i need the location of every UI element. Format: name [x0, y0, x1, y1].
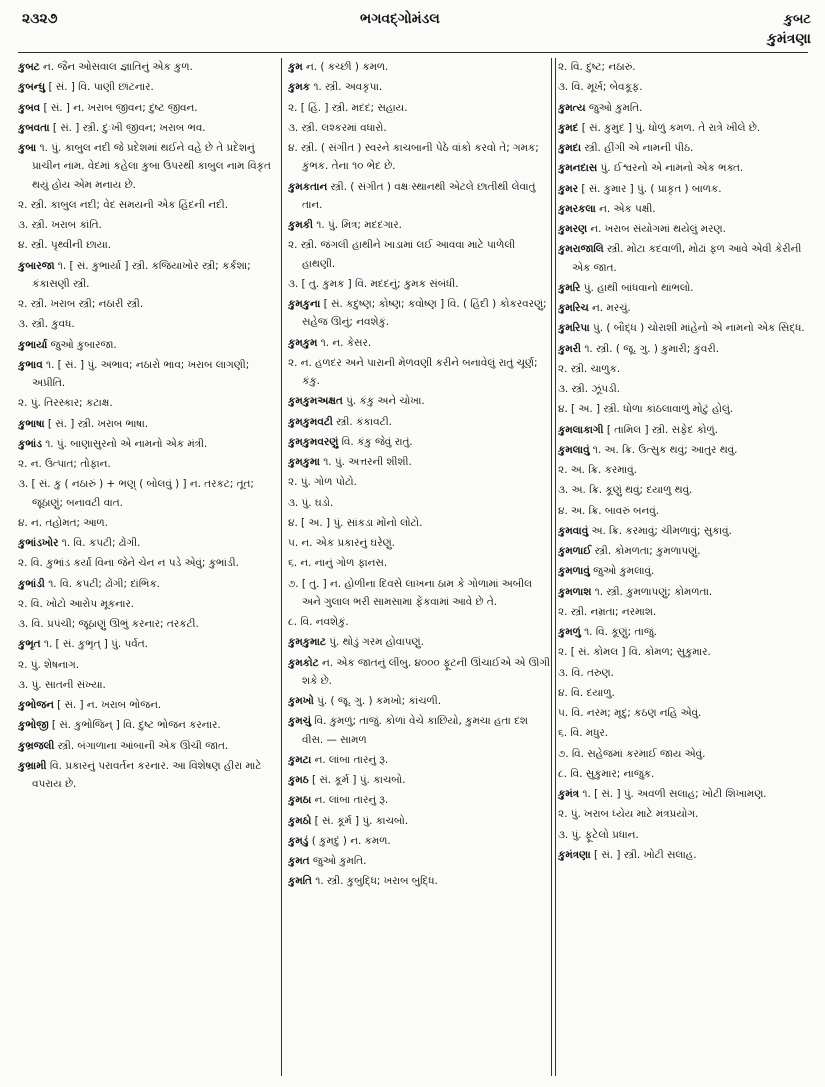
dictionary-sense — [288, 139, 550, 176]
dictionary-entry — [558, 119, 810, 137]
definition-text: પું. ઈશ્વરનો એ નામનો એક ભક્ત. — [600, 162, 744, 175]
definition-text: સ્ત્રી. કંકાવટી. — [336, 415, 392, 428]
definition-text: ૧. સ્ત્રી. ( જૂ. ગુ. ) કુમારી; કુંવરી. — [584, 342, 719, 355]
definition-text: ૪. [ અ. ] સ્ત્રી. ધોળા કાંઠલાવાળું મોટું હોલું. — [558, 403, 734, 416]
dictionary-entry — [18, 757, 280, 794]
dictionary-sense — [288, 514, 550, 532]
headword: કુભાર્યા — [18, 338, 48, 351]
dictionary-sense — [558, 765, 810, 783]
dictionary-entry — [558, 340, 810, 358]
dictionary-sense — [558, 380, 810, 398]
headword: કુમખો — [288, 695, 314, 707]
definition-text: ૧. સ્ત્રી. કુમળાપણું; કોમળતા. — [594, 585, 713, 598]
headword: કુભ્રામી — [18, 759, 47, 772]
definition-text: સ્ત્રી. હીંગી એ નામની પીઠ. — [584, 142, 694, 154]
definition-text: ૨. અ. ક્રિ. કરમાવું. — [558, 464, 637, 476]
headword: કુમરિચ — [558, 302, 589, 314]
dictionary-entry — [288, 771, 550, 789]
dictionary-sense — [558, 805, 810, 823]
dictionary-entry — [558, 785, 810, 803]
definition-text: ૧. પું. અત્તરની શીશી. — [323, 456, 412, 468]
dictionary-entry — [288, 433, 550, 451]
definition-text: ૩. અ. ક્રિ. કૂણું થવું; દયાળુ થવું. — [558, 484, 693, 497]
definition-text: ન. મરચું. — [592, 302, 631, 314]
dictionary-entry — [558, 562, 810, 580]
headword: કુમરણ — [558, 223, 588, 235]
headword: કુમકુમવરણું — [288, 435, 339, 448]
column-2 — [288, 58, 550, 1073]
definition-text: પું. હાથી બાંધવાનો થાંભલો. — [583, 281, 694, 294]
dictionary-entry — [18, 635, 280, 653]
definition-text: [ તામિલ ] સ્ત્રી. સફેદ કોળું. — [606, 423, 718, 436]
dictionary-sense — [18, 295, 280, 313]
headword: કુમળાશ — [558, 585, 592, 598]
dictionary-sense — [558, 684, 810, 702]
definition-text: ૩. સ્ત્રી. ઝૂંપડી. — [558, 383, 620, 395]
dictionary-entry — [288, 751, 550, 769]
dictionary-sense — [18, 554, 280, 572]
headword: કુમત્ય — [558, 101, 586, 114]
definition-text: ન. લાંબા તારનું રૂ. — [314, 753, 389, 766]
dictionary-sense — [558, 360, 810, 378]
dictionary-entry — [558, 542, 810, 560]
definition-text: ૨. વિ. ખોટો આરોપ મૂકનાર. — [18, 597, 135, 610]
definition-text: ન. ( કચ્છી ) કમળ. — [305, 61, 389, 73]
headword: કુમતિ — [288, 875, 312, 888]
definition-text: ૩. પું. સાતની સંખ્યા. — [18, 678, 106, 691]
definition-text: [ સં. કુમાર ] પું. ( પ્રાકૃત ) બાળક. — [581, 182, 722, 195]
definition-text: ૨. સ્ત્રી. કાબુલ નદી; વેદ સમયની એક હિંદની નદી. — [18, 198, 229, 211]
headword: કુબવતા — [18, 121, 50, 134]
page-header — [0, 0, 825, 58]
headword: કુમળું — [558, 626, 581, 638]
headword: કુમલાકાગી — [558, 423, 604, 436]
dictionary-entry — [288, 216, 550, 234]
definition-text: ૫. વિ. નરમ; મૃદુ; કઠણ નહિ એવું. — [558, 707, 702, 719]
dictionary-sense — [18, 676, 280, 694]
definition-text: [ સં. ] સ્ત્રી. ખોટી સલાહ. — [593, 848, 697, 861]
definition-text: ૩. પું. ઘડો. — [288, 496, 334, 509]
definition-text: વિ. કુમળું; તાજું. કોળાં વેચે કાછિયો, કુમચા હતા દશ વીસ. — સામળ — [302, 715, 528, 746]
headword: કુમકોટ — [288, 656, 319, 669]
dictionary-entry — [18, 356, 280, 393]
definition-text: ૮. વિ. સુકુમાર; નાજુક. — [558, 767, 655, 780]
definition-text: ૧. અ. ક્રિ. ઉત્સુક થવું; આતુર થવું. — [592, 443, 738, 456]
dictionary-sense — [558, 400, 810, 418]
dictionary-entry — [18, 435, 280, 453]
definition-text: સ્ત્રી. બંગાળાના આંબાની એક ઊંચી જાત. — [57, 739, 229, 752]
definition-text: ૧. સ્ત્રી. અવકૃપા. — [313, 81, 383, 94]
definition-text: અ. ક્રિ. કરમાવું; ચીમળાવું; સુકાવું. — [591, 524, 732, 537]
definition-text: ૨. પું. શેષનાગ. — [18, 658, 80, 671]
headword: કુભાંડખોર — [18, 537, 59, 549]
definition-text: વિ. પ્રકારનું પરાવર્તન કરનાર. આ વિશેષણ હીરા માટે વપરાય છે. — [32, 759, 262, 790]
definition-text: [ સં. ] ન. ખરાબ જીવન; દુષ્ટ જીવન. — [43, 101, 198, 114]
definition-text: ન. જૈન ઓસવાલ જ્ઞાતિનું એક કુળ. — [43, 61, 193, 73]
dictionary-sense — [558, 502, 810, 520]
definition-text: ૧. [ સં. ] પું. અભાવ; નઠારો ભાવ; ખરાબ લાગણી; અપ્રીતિ. — [32, 358, 250, 389]
definition-text: ૮. વિ. નવશેકું. — [288, 616, 349, 628]
definition-text: પું. ( જૂ. ગુ. ) કમખો; કાંચળી. — [317, 695, 442, 707]
dictionary-sense — [558, 724, 810, 742]
dictionary-sense — [18, 656, 280, 674]
dictionary-entry — [18, 99, 280, 117]
definition-text: ૩. [ તુ. કુમક ] વિ. મદદનું; કુમક સંબંધી. — [288, 277, 459, 290]
dictionary-entry — [18, 575, 280, 593]
dictionary-sense — [288, 275, 550, 293]
dictionary-entry — [558, 159, 810, 177]
definition-text: ૩. સ્ત્રી. ખરાબ કાંતિ. — [18, 219, 102, 231]
dictionary-entry — [558, 240, 810, 277]
definition-text: જુઓ કુમતિ. — [588, 101, 643, 114]
dictionary-entry — [18, 257, 280, 294]
definition-text: ૧. પું. મિત્ર; મદદગાર. — [316, 219, 402, 231]
definition-text: ૭. [ તુ. ] ન. હોળીના દિવસે લાખના ઠામ કે ગોળામાં અબીલ અને ગુલાલ ભરી સામસામા ફેંકવામાં આવે છે તે. — [288, 577, 532, 608]
definition-text: ૪. ન. તહોમત; આળ. — [18, 516, 108, 529]
dictionary-entry — [288, 852, 550, 870]
definition-text: ૫. ન. એક પ્રકારનું ઘરેણું. — [288, 537, 395, 549]
headword: કુભૃત — [18, 638, 41, 651]
dictionary-sense — [288, 534, 550, 552]
dictionary-entry — [558, 441, 810, 459]
guide-word-bottom: કુમંત્રણા — [766, 31, 811, 47]
definition-text: ૧. વિ. કપટી; ઢોંગી. — [61, 537, 141, 549]
headword: કુમડું — [288, 834, 309, 847]
dictionary-sense — [558, 664, 810, 682]
headword: કુમ — [288, 61, 303, 73]
headword: કુમકી — [288, 219, 313, 231]
dictionary-sense — [18, 475, 280, 512]
headword: કુભાષા — [18, 417, 45, 430]
column-3 — [558, 58, 810, 1073]
definition-text: ૨. સ્ત્રી. જંગલી હાથીને ખાડામાં લઈ આવવા માટે પાળેલી હાથણી. — [288, 239, 516, 270]
definition-text: ૭. વિ. સહેજમાં કરમાઈ જાય એવું. — [558, 747, 706, 760]
headword: કુમઠા — [288, 794, 312, 807]
dictionary-columns — [18, 58, 810, 1078]
dictionary-entry — [288, 692, 550, 710]
definition-text: [ સં. ] સ્ત્રી. ખરાબ ભાષા. — [47, 417, 149, 430]
definition-text: ન. લાંબા તારનું રૂ. — [314, 794, 389, 807]
definition-text: [ સં. કૂર્મ ] પું. કાચબો. — [312, 774, 406, 786]
headword: કુમકતાન — [288, 180, 328, 193]
dictionary-sense — [288, 494, 550, 512]
dictionary-entry — [558, 583, 810, 601]
headword: કુમનદાસ — [558, 162, 598, 175]
definition-text: સ્ત્રી. ( સંગીત ) વક્ષઃસ્થાનથી એટલે છાતીથી લેવાતું તાન. — [302, 180, 536, 211]
dictionary-entry — [18, 58, 280, 76]
dictionary-sense — [288, 119, 550, 137]
definition-text: ૪. અ. ક્રિ. બાવરું બનવું. — [558, 504, 660, 517]
dictionary-entry — [288, 453, 550, 471]
dictionary-sense — [18, 455, 280, 473]
dictionary-sense — [288, 554, 550, 572]
dictionary-sense — [288, 236, 550, 273]
definition-text: ૨. સ્ત્રી. ખરાબ સ્ત્રી; નઠારી સ્ત્રી. — [18, 298, 144, 310]
definition-text: ૨. પું. ગોળ પોટો. — [288, 476, 357, 489]
dictionary-entry — [558, 623, 810, 641]
headword: કુમરિપા — [558, 322, 590, 335]
definition-text: ૩. સ્ત્રી. કુવધ. — [18, 318, 75, 331]
headword: કુમકુમઅક્ષત — [288, 395, 343, 408]
definition-text: ૨. ન. હળદર અને પારાની મેળવણી કરીને બનાવેલું રાતું ચૂર્ણ; કંકુ. — [288, 356, 538, 387]
headword: કુમલાવું — [558, 443, 590, 456]
definition-text: ૪. [ અ. ] પું. સાંકડા મોંનો લોટો. — [288, 516, 423, 529]
guide-word-top: કુબટ — [783, 12, 811, 27]
dictionary-entry — [18, 119, 280, 137]
dictionary-entry — [558, 139, 810, 157]
definition-text: ૨. સ્ત્રી. ચાળુક. — [558, 362, 621, 375]
headword: કુમરી — [558, 342, 582, 355]
dictionary-entry — [288, 712, 550, 749]
dictionary-sense — [18, 216, 280, 234]
dictionary-entry — [288, 334, 550, 352]
dictionary-sense — [288, 473, 550, 491]
dictionary-sense — [18, 514, 280, 532]
definition-text: ૨. પું. તિરસ્કાર; કટાક્ષ. — [18, 397, 113, 410]
headword: કુબારજા — [18, 259, 55, 272]
headword: કુમરિ — [558, 281, 581, 294]
dictionary-entry — [288, 392, 550, 410]
headword: કુભાવ — [18, 358, 43, 371]
headword: કુમક — [288, 81, 311, 94]
dictionary-entry — [288, 654, 550, 691]
dictionary-entry — [558, 279, 810, 297]
definition-text: [ સં. કુભોજિન્ ] વિ. દુષ્ટ ભોજન કરનાર. — [51, 719, 221, 732]
definition-text: ૪. વિ. દયાળુ. — [558, 686, 615, 699]
headword: કુમત — [288, 855, 310, 867]
dictionary-entry — [288, 872, 550, 890]
dictionary-entry — [18, 415, 280, 433]
headword: કુમરકલા — [558, 202, 596, 215]
dictionary-sense — [288, 99, 550, 117]
headword: કુભ્રજલી — [18, 739, 55, 752]
headword: કુભોજી — [18, 719, 49, 732]
definition-text: ૨. વિ. દુષ્ટ; નઠારું. — [558, 61, 636, 73]
dictionary-sense — [558, 481, 810, 499]
definition-text: ૧. ન. કેસર. — [320, 336, 372, 349]
definition-text: ૩. વિ. તરુણ. — [558, 666, 614, 679]
dictionary-sense — [558, 704, 810, 722]
dictionary-entry — [18, 737, 280, 755]
dictionary-sense — [558, 826, 810, 844]
definition-text: સ્ત્રી. મોટા કદવાળી, મોઢાં ફળ આવે એવી કેરીની એક જાત. — [572, 243, 802, 274]
definition-text: ન. એક પક્ષી. — [599, 202, 656, 215]
definition-text: ૧. સ્ત્રી. કુબુદ્ધિ; ખરાબ બુદ્ધિ. — [315, 875, 438, 888]
headword: કુબટ — [18, 61, 40, 73]
headword: કુમઠ — [288, 774, 309, 786]
dictionary-entry — [288, 78, 550, 96]
definition-text: જુઓ કુમલાવું. — [593, 565, 655, 578]
dictionary-entry — [18, 696, 280, 714]
definition-text: ૧. [ સં. કુભૃત્ ] પું. પર્વત. — [43, 638, 148, 651]
dictionary-entry — [558, 99, 810, 117]
dictionary-sense — [558, 78, 810, 96]
definition-text: [ સં. કૂર્મ ] પું. કાચબો. — [314, 814, 409, 827]
definition-text: ન. ખરાબ સંયોગમાં થયેલું મરણ. — [590, 223, 726, 235]
definition-text: ૧. [ સં. ] પું. અવળી સલાહ; ખોટી શિખામણ. — [582, 788, 767, 800]
definition-text: સ્ત્રી. કોમળતા; કુમળાપણું. — [594, 545, 701, 557]
dictionary-entry — [18, 336, 280, 354]
dictionary-sense — [558, 58, 810, 76]
dictionary-sense — [18, 394, 280, 412]
definition-text: [ સં. ] ન. ખરાબ ભોજન. — [57, 699, 162, 711]
dictionary-sense — [18, 595, 280, 613]
dictionary-entry — [558, 299, 810, 317]
definition-text: ૧. [ સં. કુભાર્યા ] સ્ત્રી. કજિયાખોર સ્ત્રી; કર્કશા; કંકાસણી સ્ત્રી. — [32, 259, 251, 290]
dictionary-entry — [288, 791, 550, 809]
dictionary-sense — [18, 196, 280, 214]
headword: કુબા — [18, 142, 37, 154]
dictionary-sense — [18, 236, 280, 254]
definition-text: ૪. સ્ત્રી. પૃથ્વીની છાયા. — [18, 239, 112, 252]
dictionary-entry — [18, 78, 280, 96]
dictionary-entry — [558, 522, 810, 540]
definition-text: જુઓ કુમતિ. — [312, 855, 367, 867]
definition-text: ૩. પું. ફૂટેલો પ્રધાન. — [558, 828, 639, 841]
dictionary-entry — [558, 319, 810, 337]
dictionary-entry — [18, 716, 280, 734]
dictionary-sense — [558, 461, 810, 479]
dictionary-entry — [18, 139, 280, 194]
dictionary-entry — [558, 846, 810, 864]
headword: કુબવ — [18, 101, 41, 114]
definition-text: ૬. ન. નાનું ગોળ ફાનસ. — [288, 557, 388, 570]
definition-text: પું. થોડું ગરમ હોવાપણું. — [329, 636, 424, 649]
dictionary-sense — [288, 354, 550, 391]
headword: કુમટા — [288, 753, 312, 766]
definition-text: [ સં. ] વિ. પાણી છાંટનાર. — [48, 81, 154, 94]
dictionary-entry — [18, 534, 280, 552]
headword: કુભાંડ — [18, 437, 42, 450]
dictionary-entry — [288, 295, 550, 332]
headword: કુમદ — [558, 121, 579, 134]
dictionary-entry — [288, 58, 550, 76]
definition-text: ન. એક જાતનું લીંબુ. ૪૦૦૦ ફૂટની ઊંચાઈએ એ ઊગી શકે છે. — [302, 656, 550, 687]
definition-text: ૪. સ્ત્રી. ( સંગીત ) સ્વરને કાચબાની પેઠે વાંકો કરવો તે; ગમક; કુંભક. તેના ૧૦ ભેદ છે. — [288, 142, 539, 173]
definition-text: ૧. પું. બાણાસુરનો એ નામનો એક મંત્રી. — [45, 437, 208, 450]
headword: કુભાંડી — [18, 577, 45, 590]
dictionary-entry — [288, 832, 550, 850]
definition-text: ૨. ન. ઉત્પાત; તોફાન. — [18, 458, 111, 470]
headword: કુમકુના — [288, 298, 321, 310]
definition-text: ૩. સ્ત્રી. લશ્કરમાં વધારો. — [288, 121, 387, 134]
headword: કુમકુમાટ — [288, 636, 326, 649]
headword: કુબન્ધુ — [18, 81, 46, 94]
dictionary-entry — [288, 633, 550, 651]
definition-text: પું. ( બૌદ્ધ ) ચોરાશી માંહેનો એ નામનો એક સિદ્ધ. — [593, 322, 805, 335]
definition-text: ૨. સ્ત્રી. નમ્રતા; નરમાશ. — [558, 605, 657, 618]
headword: કુમંત્ર — [558, 788, 580, 800]
headword: કુમદા — [558, 142, 582, 154]
dictionary-entry — [288, 413, 550, 431]
definition-text: ૩. વિ. પ્રપંચી; જૂઠાણું ઊભું કરનાર; તરકટી. — [18, 618, 199, 630]
headword: કુમરાજાલિ — [558, 243, 604, 256]
dictionary-sense — [558, 603, 810, 621]
dictionary-sense — [18, 615, 280, 633]
definition-text: ૨. વિ. કુભાંડ કર્યા વિના જેને ચેન ન પડે એવું; કુભાંડી. — [18, 557, 239, 570]
headword: કુભોજન — [18, 699, 54, 711]
dictionary-sense — [558, 643, 810, 661]
definition-text: [ સં. કુમુદ ] પું. ધોળું કમળ. તે રાત્રે ખીલે છે. — [581, 121, 761, 134]
dictionary-entry — [288, 812, 550, 830]
dictionary-entry — [558, 220, 810, 238]
dictionary-entry — [558, 180, 810, 198]
definition-text: [ સં. કદુષ્ણ; કોષ્ણ; કવોષ્ણ ] વિ. ( હિંદી ) કોકરવરણું; સહેજ ઊનું; નવશેકું. — [302, 298, 547, 329]
definition-text: ૧. વિ. કપટી; ઢોંગી; દાંભિક. — [48, 577, 160, 590]
headword: કુમંત્રણા — [558, 848, 591, 861]
definition-text: ૨. [ હિં. ] સ્ત્રી. મદદ; સહાય. — [288, 101, 408, 114]
definition-text: ૩. વિ. મૂર્ખ; બેવકૂફ. — [558, 81, 643, 94]
dictionary-entry — [558, 200, 810, 218]
dictionary-entry — [558, 421, 810, 439]
definition-text: ( કુમદું ) ન. કમળ. — [311, 834, 391, 847]
dictionary-sense — [558, 745, 810, 763]
headword: કુમર — [558, 182, 579, 195]
definition-text: જુઓ કુબારજા. — [50, 338, 117, 351]
definition-text: ૩. [ સં. કુ ( નઠારું ) + ભણ્ ( બોલવું ) ] ન. તરકટ; તૂત; જૂઠાણું; બનાવટી વાત. — [18, 478, 254, 509]
definition-text: ૧. વિ. કૂણું; તાજું. — [584, 626, 657, 638]
headword: કુમકુમવટી — [288, 415, 333, 428]
headword: કુમકુમા — [288, 456, 320, 468]
definition-text: વિ. કંકુ જેવું રાતું. — [341, 435, 413, 448]
dictionary-sense — [288, 613, 550, 631]
headword: કુમચું — [288, 715, 311, 728]
headword: કુમવાવું — [558, 524, 589, 537]
definition-text: ૧. પું. કાબુલ નદી જે પ્રદેશમાં થઈને વહે છે તે પ્રદેશનું પ્રાચીન નામ. વેદમાં કહેલા કુબા ઉપરથી કાબુલ નામ વિકૃત થયું હોય એમ મનાય છે. — [32, 142, 271, 191]
headword: કુમઠો — [288, 814, 312, 827]
definition-text: [ સં. ] સ્ત્રી. દુઃખી જીવન; ખરાબ ભવ. — [52, 121, 206, 134]
definition-text: ૬. વિ. મધુર. — [558, 727, 609, 740]
dictionary-sense — [18, 315, 280, 333]
headword: કુમકુમ — [288, 336, 318, 349]
definition-text: પું. કંકુ અને ચોખા. — [346, 395, 425, 408]
headword: કુમળાવું — [558, 565, 590, 578]
definition-text: ૨. પું. ખરાબ ધ્યેય માટે મંત્રપ્રયોગ. — [558, 808, 699, 821]
header-rule — [18, 52, 808, 53]
column-1 — [18, 58, 280, 1073]
page-number: ૨૩૨૭ — [22, 11, 58, 27]
definition-text: ૨. [ સં. કોમલ ] વિ. કોમળ; સુકુમાર. — [558, 646, 711, 659]
dictionary-entry — [288, 178, 550, 215]
running-title: ભગવદ્ગોમંડલ — [360, 11, 440, 27]
dictionary-sense — [288, 575, 550, 612]
headword: કુમળાઈ — [558, 545, 592, 557]
